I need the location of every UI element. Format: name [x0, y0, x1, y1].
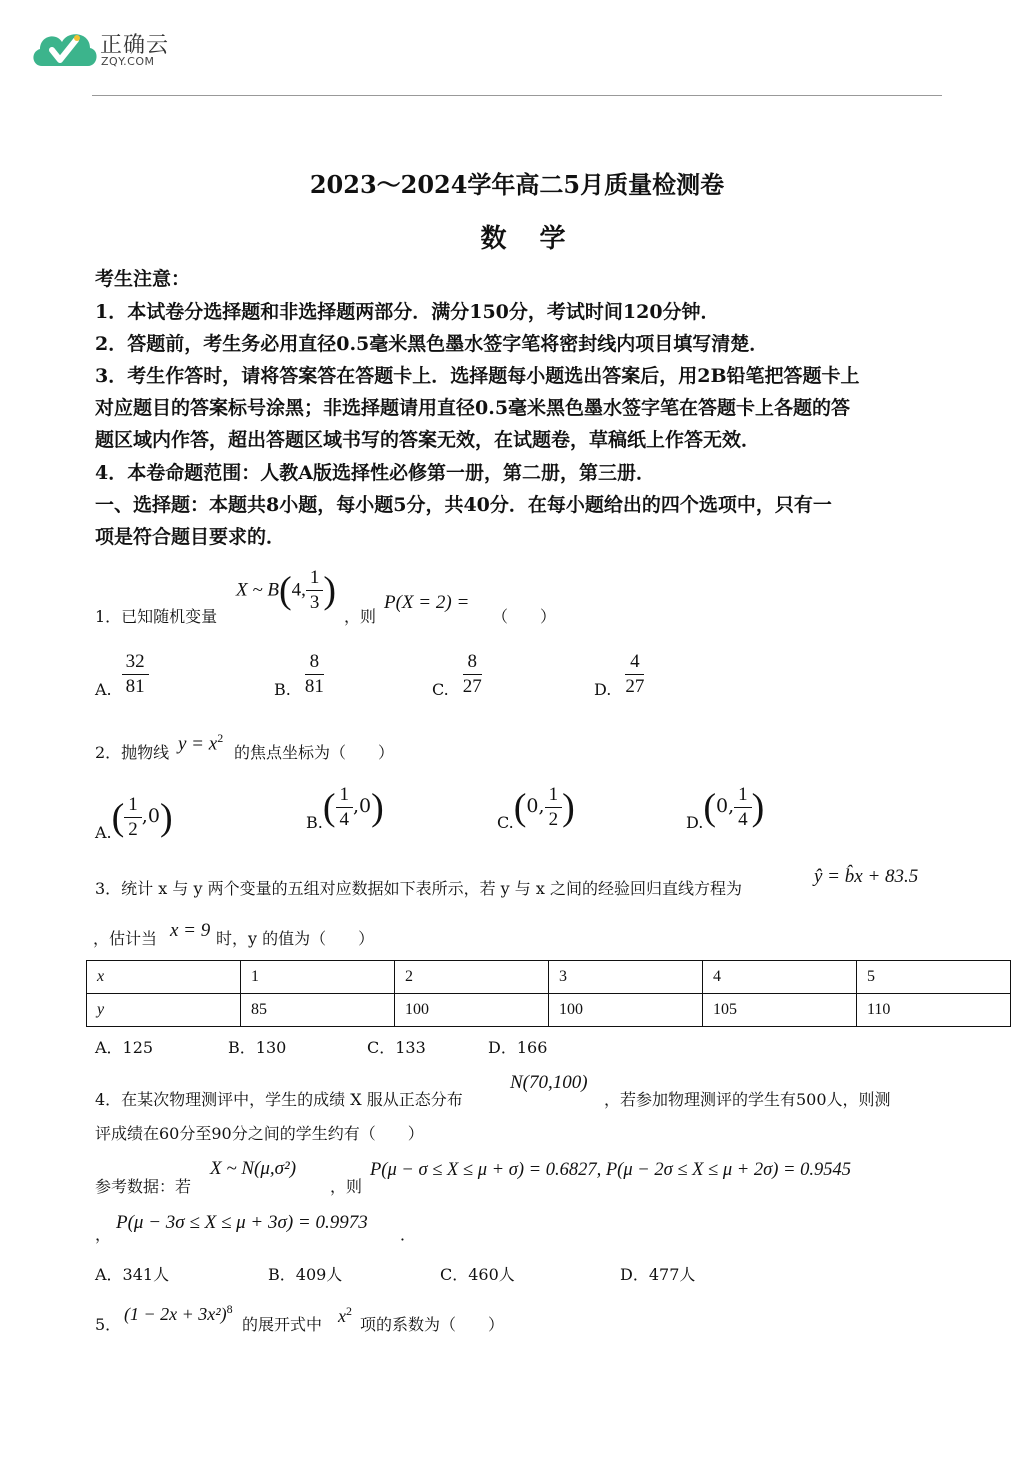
q1-prefix: 1．已知随机变量: [95, 607, 218, 626]
notice-item: 2．答题前，考生务必用直径0.5毫米黑色墨水签字笔将密封线内项目填写清楚．: [95, 333, 769, 355]
q1-option-c[interactable]: C. $\frac{8}{27}$: [432, 651, 482, 699]
table-cell: 100: [549, 994, 703, 1027]
table-row: [87, 994, 1011, 1027]
q4-ref-end: ．: [400, 1225, 417, 1244]
q3-option-c[interactable]: C．133: [367, 1038, 426, 1057]
q4-ref-expression-2: P(μ − 3σ ≤ X ≤ μ + 3σ) = 0.9973: [116, 1212, 368, 1233]
q4-line1-b: ，若参加物理测评的学生有500人，则测: [604, 1090, 891, 1109]
table-cell: y: [87, 994, 241, 1027]
q5-expression: $(1 - 2x + 3x^2)^8$: [124, 1302, 233, 1324]
q3-option-a[interactable]: A．125: [95, 1038, 154, 1057]
q5-suffix: 项的系数为（ ）: [360, 1315, 505, 1334]
q3-line2-a: ，估计当: [93, 929, 158, 948]
notice-heading: 考生注意：: [95, 268, 191, 290]
q4-ref-distribution: X ~ N(μ,σ²): [210, 1158, 297, 1179]
q2-suffix: 的焦点坐标为（ ）: [234, 743, 395, 762]
q3-condition: x = 9: [170, 920, 211, 941]
notice-item: 对应题目的答案标号涂黑；非选择题请用直径0.5毫米黑色墨水签字笔在答题卡上各题的答: [95, 397, 851, 419]
q4-line1-a: 4．在某次物理测评中，学生的成绩 X 服从正态分布: [95, 1090, 463, 1109]
table-cell: 105: [703, 994, 857, 1027]
q4-ref-expression-1: P(μ − σ ≤ X ≤ μ + σ) = 0.6827, P(μ − 2σ ≤ X ≤ μ + 2σ) = 0.9545: [370, 1160, 851, 1180]
q3-equation: ŷ = b̂x + 83.5: [814, 866, 919, 887]
check-dot-icon: [74, 35, 80, 41]
q1-probability: P(X = 2) =: [384, 592, 470, 613]
q1-option-a[interactable]: A. $\frac{32}{81}$: [95, 650, 149, 699]
q3-option-d[interactable]: D．166: [488, 1038, 548, 1057]
q2-option-d[interactable]: D.(0, $\frac{1}{4}$ ): [686, 784, 765, 832]
q3-line1: 3．统计 x 与 y 两个变量的五组对应数据如下表所示，若 y 与 x 之间的经验回归直线方程为: [95, 879, 742, 898]
brand-domain: ZQY.COM: [101, 55, 155, 68]
q2-option-a[interactable]: A.( $\frac{1}{2}$ ,0): [95, 794, 173, 842]
q4-option-a[interactable]: A．341人: [95, 1265, 170, 1284]
q1-option-d[interactable]: D. $\frac{4}{27}$: [594, 651, 645, 699]
q3-data-table: [86, 960, 1011, 1027]
brand-name: 正确云: [100, 33, 170, 58]
table-cell: 2: [395, 961, 549, 994]
q5-prefix: 5．: [95, 1315, 122, 1334]
table-cell: 85: [241, 994, 395, 1027]
q5-mid: 的展开式中: [242, 1315, 323, 1334]
q1-option-b[interactable]: B. $\frac{8}{81}$: [274, 651, 324, 699]
q2-option-b[interactable]: B.( $\frac{1}{4}$ ,0): [306, 784, 384, 832]
q1-blank: （ ）: [492, 607, 557, 626]
q4-distribution: N(70,100): [510, 1072, 588, 1093]
notice-item: 题区域内作答，超出答题区域书写的答案无效，在试题卷，草稿纸上作答无效．: [95, 429, 761, 451]
section-heading-cont: 项是符合题目要求的．: [95, 526, 286, 548]
q2-prefix: 2．抛物线: [95, 743, 170, 762]
q3-line2-b: 时，y 的值为（ ）: [216, 929, 375, 948]
exam-subject: 数 学: [480, 224, 578, 254]
table-row: [87, 961, 1011, 994]
table-cell: 100: [395, 994, 549, 1027]
q4-option-c[interactable]: C．460人: [440, 1265, 515, 1284]
notice-item: 1．本试卷分选择题和非选择题两部分．满分150分，考试时间120分钟．: [95, 301, 720, 323]
table-cell: 4: [703, 961, 857, 994]
exam-title: 2023～2024学年高二5月质量检测卷: [309, 170, 725, 199]
q4-option-d[interactable]: D．477人: [620, 1265, 696, 1284]
q4-ref-a: 参考数据：若: [95, 1177, 192, 1196]
table-cell: x: [87, 961, 241, 994]
q4-line2: 评成绩在60分至90分之间的学生约有（ ）: [95, 1124, 424, 1143]
table-cell: 3: [549, 961, 703, 994]
table-cell: 110: [857, 994, 1011, 1027]
table-cell: 1: [241, 961, 395, 994]
q5-term: $x^2$: [338, 1304, 352, 1326]
q2-expression: $y = x^2$: [178, 731, 224, 755]
q4-option-b[interactable]: B．409人: [268, 1265, 343, 1284]
q1-distribution: X ~ B(4, $\frac{1}{3}$ ): [236, 567, 337, 613]
table-cell: 5: [857, 961, 1011, 994]
notice-item: 4．本卷命题范围：人教A版选择性必修第一册，第二册，第三册．: [95, 462, 655, 484]
q4-ref-b: ，则: [330, 1177, 363, 1196]
q4-ref-lead: ，: [95, 1225, 112, 1244]
q3-option-b[interactable]: B．130: [228, 1038, 287, 1057]
q1-mid: ，则: [344, 607, 377, 626]
notice-item: 3．考生作答时，请将答案答在答题卡上．选择题每小题选出答案后，用2B铅笔把答题卡上: [95, 365, 860, 387]
section-heading: 一、选择题：本题共8小题，每小题5分，共40分．在每小题给出的四个选项中，只有一: [95, 494, 832, 516]
q2-option-c[interactable]: C.(0, $\frac{1}{2}$ ): [497, 784, 575, 832]
header-divider: [92, 95, 942, 96]
